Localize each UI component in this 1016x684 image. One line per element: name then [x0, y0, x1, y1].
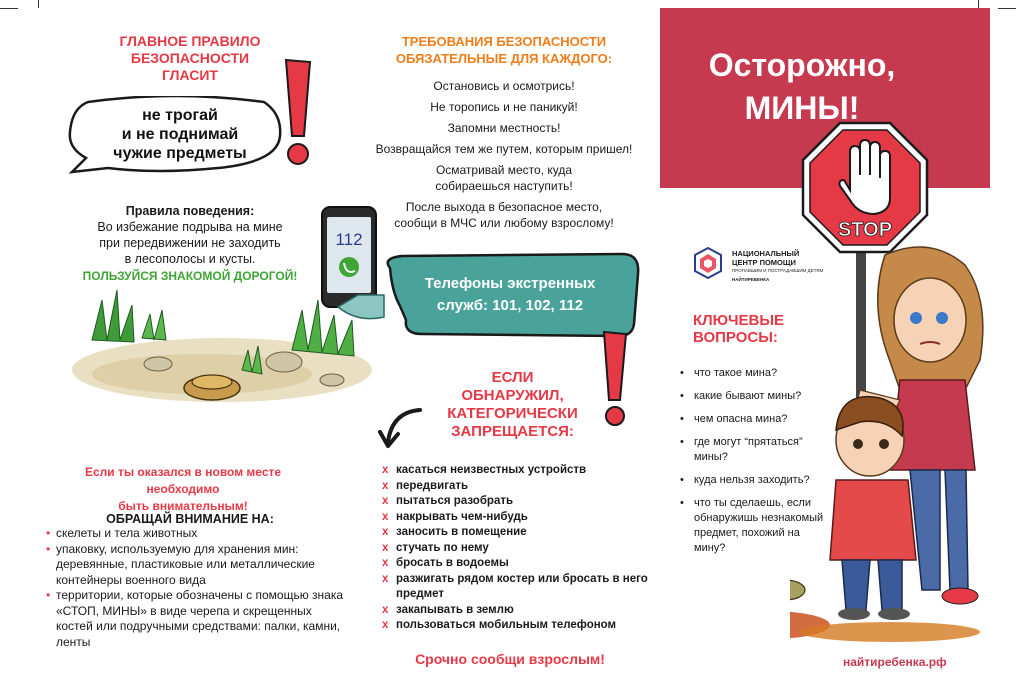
- forbidden-title: ЕСЛИ ОБНАРУЖИЛ, КАТЕГОРИЧЕСКИ ЗАПРЕЩАЕТСЯ:: [447, 369, 578, 440]
- list-item: • что такое мина?: [680, 366, 830, 381]
- rules-line: при передвижении не заходить: [99, 236, 281, 250]
- list-item: • что ты сделаешь, если обнаружишь незнакомый предмет, похожий на мину?: [680, 496, 830, 556]
- emergency-phones-text: Телефоны экстренных служб: 101, 102, 112: [424, 275, 596, 314]
- x-marker: х: [382, 603, 389, 616]
- list-item: Запомни местность!: [447, 121, 561, 135]
- logo-text: НАЦИОНАЛЬНЫЙ ЦЕНТР ПОМОЩИ ПРОПАВШИМ И ПОСТРАДАВШИМ ДЕТЯМ НАЙТИРЕБЕНКА: [732, 250, 832, 284]
- children-illustration: [790, 240, 1015, 645]
- x-marker: х: [382, 464, 389, 476]
- cover-title: Осторожно, МИНЫ!: [708, 47, 896, 126]
- list-item: х бросать в водоемы: [382, 556, 652, 572]
- x-marker: х: [382, 479, 389, 492]
- website-link[interactable]: найтиребенка.рф: [843, 655, 947, 669]
- rules-line: в лесополосы и кусты.: [124, 252, 256, 266]
- x-marker: х: [382, 495, 389, 507]
- list-item: • скелеты и тела животных: [46, 526, 346, 542]
- urgent-call-to-action: Срочно сообщи взрослым!: [415, 651, 605, 667]
- phone-number-text: 112: [335, 230, 363, 249]
- logo-subtitle: ПРОПАВШИМ И ПОСТРАДАВШИМ ДЕТЯМ НАЙТИРЕБЕНКА: [732, 268, 824, 282]
- main-rule-title: ГЛАВНОЕ ПРАВИЛО БЕЗОПАСНОСТИ ГЛАСИТ: [119, 33, 261, 83]
- forbidden-list: [382, 463, 652, 634]
- list-item: • куда нельзя заходить?: [680, 473, 830, 488]
- list-item: После выхода в безопасное место, сообщи в МЧС или любому взрослому!: [394, 200, 614, 230]
- requirements-title: ТРЕБОВАНИЯ БЕЗОПАСНОСТИ ОБЯЗАТЕЛЬНЫЕ ДЛЯ КАЖДОГО:: [395, 34, 613, 66]
- list-item: х закапывать в землю: [382, 603, 652, 619]
- list-item: х касаться неизвестных устройств: [382, 463, 652, 479]
- attention-list: [46, 526, 346, 650]
- requirements-list: [358, 78, 650, 236]
- attention-title: ОБРАЩАЙ ВНИМАНИЕ НА:: [106, 512, 274, 526]
- list-item: • чем опасна мина?: [680, 412, 830, 427]
- list-item: х пользоваться мобильным телефоном: [382, 618, 652, 634]
- x-marker: х: [382, 557, 389, 569]
- x-marker: х: [382, 572, 389, 585]
- list-item: х заносить в помещение: [382, 525, 652, 541]
- exclamation-icon: [282, 58, 312, 168]
- list-item: Не торопись и не паникуй!: [430, 100, 578, 114]
- list-item: х стучать по нему: [382, 541, 652, 557]
- x-marker: х: [382, 541, 389, 554]
- list-item: х накрывать чем-нибудь: [382, 510, 652, 526]
- arrow-icon: [378, 404, 426, 452]
- list-item: • где могут “прятаться” мины?: [680, 435, 830, 465]
- list-item: Возвращайся тем же путем, которым пришел!: [375, 142, 633, 156]
- list-item: • упаковку, используемую для хранения мин: деревянные, пластиковые или металлические контейнеры военного вида: [46, 542, 346, 589]
- speech-bubble-text: не трогай и не поднимай чужие предметы: [113, 107, 247, 162]
- x-marker: х: [382, 619, 389, 631]
- list-item: • территории, которые обозначены с помощью знака «СТОП, МИНЫ» в виде черепа и скрещенных костей или подручными средствами: палки, камни, ленты: [46, 588, 346, 650]
- list-item: х передвигать: [382, 479, 652, 495]
- list-item: х разжигать рядом костер или бросать в него предмет: [382, 572, 648, 600]
- logo-icon: [692, 247, 724, 279]
- rules-title: Правила поведения:: [125, 204, 255, 218]
- x-marker: х: [382, 510, 389, 523]
- list-item: Осматривай место, куда собираешься наступить!: [435, 163, 573, 193]
- rules-line: Во избежание подрыва на мине: [97, 220, 283, 234]
- list-item: х пытаться разобрать: [382, 494, 652, 510]
- stop-sign-text: STOP: [837, 219, 893, 241]
- attention-intro: Если ты оказался в новом месте необходимо быть внимательным!: [84, 465, 282, 513]
- key-questions-title: КЛЮЧЕВЫЕ ВОПРОСЫ:: [693, 312, 785, 346]
- stop-sign-icon: [800, 120, 930, 255]
- list-item: • какие бывают мины?: [680, 389, 830, 404]
- list-item: Остановись и осмотрись!: [433, 79, 575, 93]
- x-marker: х: [382, 526, 389, 538]
- rules-cta: ПОЛЬЗУЙСЯ ЗНАКОМОЙ ДОРОГОЙ!: [82, 269, 298, 283]
